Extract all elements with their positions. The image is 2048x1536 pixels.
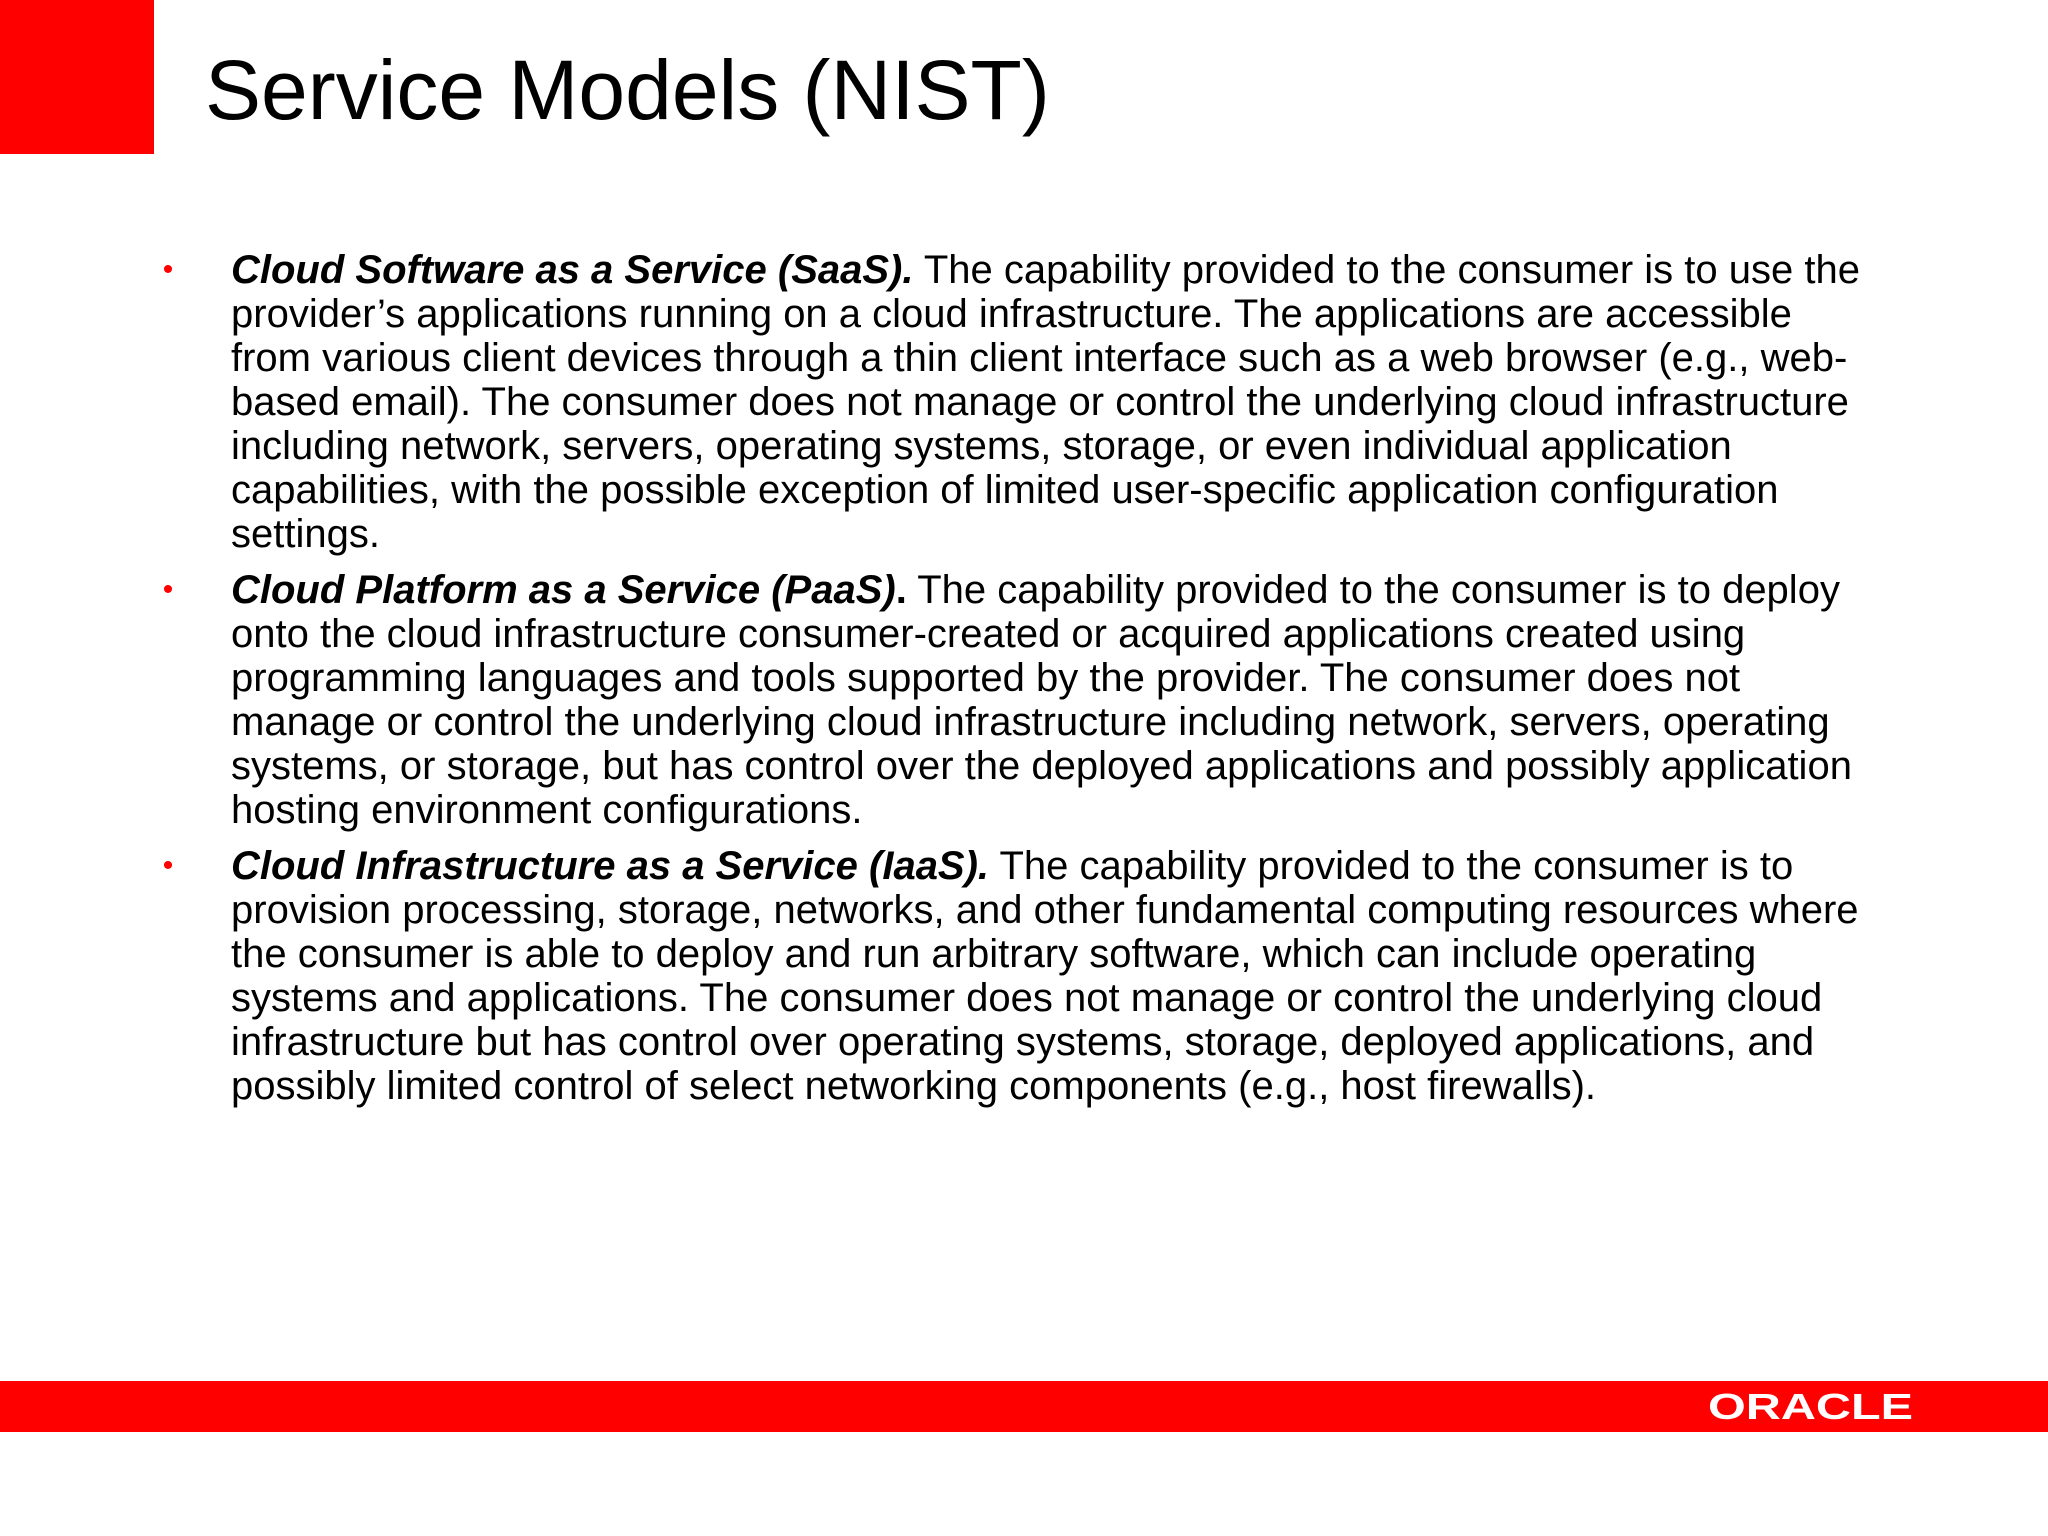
footer-bar — [0, 1381, 2048, 1432]
bullet-marker: • — [162, 849, 174, 882]
slide-title: Service Models (NIST) — [205, 43, 1050, 137]
oracle-logo — [1708, 1389, 1918, 1423]
bullet-term-period: . — [895, 568, 907, 612]
bullet-item-saas — [162, 248, 1871, 556]
bullet-term: Cloud Software as a Service (SaaS). — [231, 248, 914, 292]
bullet-marker: • — [162, 573, 174, 606]
bullet-text: The capability provided to the consumer is to deploy onto the cloud infrastructure consumer-created or acquired applications created using programming languages and tools supported by the provider. The consumer does not manage or control the underlying cloud infrastructure including network, servers, operating systems, or storage, but has control over the deployed applications and possibly application hosting environment configurations. — [231, 568, 1852, 832]
bullet-item-iaas — [162, 844, 1871, 1108]
bullet-text: The capability provided to the consumer is to provision processing, storage, networks, and other fundamental computing resources where the consumer is able to deploy and run arbitrary software, which can include operating systems and applications. The consumer does not manage or control the underlying cloud infrastructure but has control over operating systems, storage, deployed applications, and possibly limited control of select networking components (e.g., host firewalls). — [231, 844, 1859, 1108]
bullet-text: The capability provided to the consumer is to use the provider’s applications running on a cloud infrastructure. The applications are accessible from various client devices through a thin client interface such as a web browser (e.g., web-based email). The consumer does not manage or control the underlying cloud infrastructure including network, servers, operating systems, storage, or even individual application capabilities, with the possible exception of limited user-specific application configuration settings. — [231, 248, 1860, 556]
bullet-term: Cloud Platform as a Service (PaaS) — [231, 568, 896, 612]
bullet-term: Cloud Infrastructure as a Service (IaaS). — [231, 844, 990, 888]
oracle-logo-mark — [1708, 1389, 1918, 1423]
oracle-logo-text: ORACLE — [1708, 1389, 1913, 1423]
bullet-item-paas — [162, 568, 1871, 832]
bullet-list — [162, 248, 1871, 1120]
bullet-marker: • — [162, 253, 174, 286]
title-accent-block — [0, 0, 154, 154]
